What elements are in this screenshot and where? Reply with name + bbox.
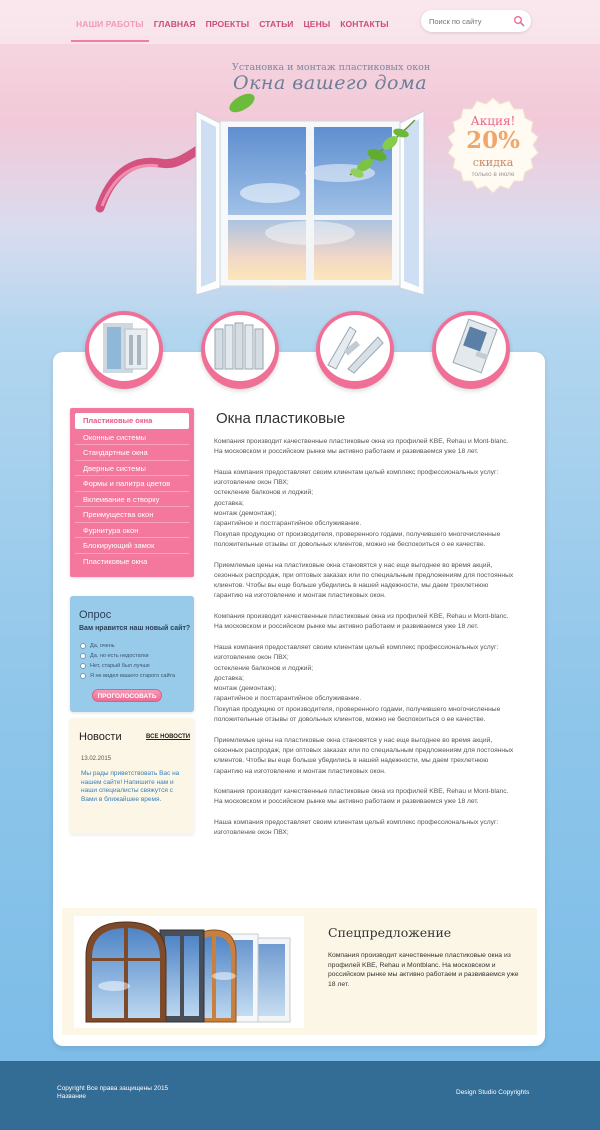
poll-option-4[interactable] <box>80 673 175 679</box>
promo-label: Акция! <box>470 114 516 128</box>
nav-item-prices[interactable]: ЦЕНЫ <box>303 19 331 29</box>
poll-question: Вам нравится наш новый сайт? <box>79 625 191 632</box>
poll-option-label: Да, но есть недостатки <box>90 653 149 659</box>
category-window-sections[interactable] <box>201 311 279 389</box>
poll-option-label: Я не видел вашего старого сайта <box>90 673 176 679</box>
menu-item-advantages[interactable]: Преимущества окон <box>75 507 189 523</box>
menu-item-plastic-windows[interactable]: Пластиковые окна <box>75 413 189 429</box>
content-paragraph: Компания производит качественные пластиковые окна из профилей KBE, Rehau и Mont-blanc. На московском и российском рынке мы активно работаем и развиваемся уже 18 лет. <box>214 613 509 631</box>
radio-button[interactable] <box>80 673 86 679</box>
content-paragraph: Наша компания предоставляет своим клиентам целый комплекс профессиональных услуг: изготовление окон ПВХ; остекление балконов и лоджий; доставка; монтаж (демонтаж); гарантийное и постгарантийное обслуживание. Покупая продукцию от производителя, проверенного годами, получившего многочисленные положительные отзывы от довольных клиентов, можно не беспокоиться о ее качестве. <box>214 643 501 724</box>
nav-item-contacts[interactable]: КОНТАКТЫ <box>340 19 389 29</box>
poll-title: Опрос <box>79 609 112 621</box>
offer-text: Компания производит качественные пластиковые окна из профилей KBE, Rehau и Montblanc. На московском и российском рынке мы активно работаем и развиваемся уже 18 лет. <box>328 952 519 989</box>
all-news-link[interactable]: ВСЕ НОВОСТИ <box>146 734 191 740</box>
branch-leaves-icon <box>345 115 420 185</box>
news-date: 13.02.2015 <box>81 756 112 762</box>
radio-button[interactable] <box>80 653 86 659</box>
nav-item-home[interactable]: ГЛАВНАЯ <box>153 19 196 29</box>
radio-button[interactable] <box>80 663 86 669</box>
promo-word: скидка <box>472 156 514 169</box>
special-offer <box>62 908 537 1035</box>
main-nav <box>71 0 394 42</box>
menu-item-plastic-windows-2[interactable]: Пластиковые окна <box>83 556 148 566</box>
content-paragraph: Приемлемые цены на пластиковые окна становятся у нас еще выгоднее во время акций, сезонных распродаж, при оптовых заказах или по специальным предложениям для постоянных клиентов. Чтобы вы еще больше убедились в нашей надежности, мы даем трехлетнюю гарантию на изготовление и монтаж пластиковых окон. <box>214 736 514 775</box>
windows-collection-image <box>74 916 304 1028</box>
menu-item-fittings[interactable]: Фурнитура окон <box>75 523 189 539</box>
menu-item-door-systems[interactable]: Дверные системы <box>75 461 189 477</box>
side-menu <box>70 408 194 577</box>
content-paragraph: Компания производит качественные пластиковые окна из профилей KBE, Rehau и Mont-blanc. На московском и российском рынке мы активно работаем и развиваемся уже 18 лет. <box>214 788 509 806</box>
footer <box>0 1061 600 1130</box>
news-title: Новости <box>79 731 122 743</box>
search-icon[interactable] <box>513 15 525 27</box>
category-window-hardware[interactable] <box>432 311 510 389</box>
menu-item-sash-gluing[interactable]: Вклеивание в створку <box>75 492 189 508</box>
menu-item-forms-colors[interactable]: Формы и палитра цветов <box>75 476 189 492</box>
category-window-profile[interactable] <box>85 311 163 389</box>
vote-button[interactable]: ПРОГОЛОСОВАТЬ <box>92 689 162 702</box>
footer-studio[interactable]: Design Studio Copyrights <box>456 1089 530 1096</box>
content-paragraph: Компания производит качественные пластиковые окна из профилей KBE, Rehau и Mont-blanc. На московском и российском рынке мы активно работаем и развиваемся уже 18 лет. <box>214 438 509 456</box>
content-paragraph: Наша компания предоставляет своим клиентам целый комплекс профессиональных услуг: изготовление окон ПВХ; <box>214 818 499 837</box>
menu-item-standard-windows[interactable]: Стандартные окна <box>75 445 189 461</box>
offer-image <box>74 916 304 1028</box>
window-frame-icon <box>320 315 390 381</box>
poll-widget <box>70 596 194 712</box>
offer-title: Спецпредложение <box>328 925 452 940</box>
hero-title: Окна вашего дома <box>233 72 428 94</box>
page-title: Окна пластиковые <box>216 410 346 427</box>
nav-item-our-works[interactable]: НАШИ РАБОТЫ <box>71 0 149 42</box>
category-window-frame[interactable] <box>316 311 394 389</box>
radio-button[interactable] <box>80 643 86 649</box>
poll-option-label: Нет, старый был лучше <box>90 663 150 669</box>
search-box <box>421 10 531 32</box>
poll-option-1[interactable] <box>80 643 115 649</box>
hero-subtitle: Установка и монтаж пластиковых окон <box>232 62 431 73</box>
menu-item-window-systems[interactable]: Оконные системы <box>75 430 189 446</box>
menu-item-lock[interactable]: Блокирующий замок <box>75 538 189 554</box>
poll-option-label: Да, очень <box>90 643 115 649</box>
ribbon-decoration <box>90 138 200 218</box>
search-input[interactable] <box>429 15 514 27</box>
content-body <box>214 437 516 849</box>
poll-option-2[interactable] <box>80 653 149 659</box>
nav-item-projects[interactable]: ПРОЕКТЫ <box>205 19 250 29</box>
promo-note: только в июле <box>471 171 515 178</box>
news-item-link[interactable]: Мы рады приветствовать Вас на нашем сайте! Напишите нам и наши специалисты свяжутся с Вами в ближайшее время. <box>81 770 180 803</box>
content-paragraph: Приемлемые цены на пластиковые окна становятся у нас еще выгоднее во время акций, сезонных распродаж, при оптовых заказах или по специальным предложениям для постоянных клиентов. Чтобы вы еще больше убедились в нашей надежности, мы даем трехлетнюю гарантию на изготовление и монтаж пластиковых окон. <box>214 561 514 600</box>
footer-copyright: Copyright Все права защищены 2015 Название <box>57 1085 169 1100</box>
promo-percent: 20% <box>466 127 520 154</box>
nav-item-articles[interactable]: СТАТЬИ <box>259 19 294 29</box>
poll-option-3[interactable] <box>80 663 150 669</box>
content-paragraph: Наша компания предоставляет своим клиентам целый комплекс профессиональных услуг: изготовление окон ПВХ; остекление балконов и лоджий; доставка; монтаж (демонтаж); гарантийное и постгарантийное обслуживание. Покупая продукцию от производителя, проверенного годами, получившего многочисленные положительные отзывы от довольных клиентов, можно не беспокоиться о ее качестве. <box>214 468 501 548</box>
window-hardware-icon <box>436 315 506 381</box>
window-profile-icon <box>89 315 159 381</box>
window-sections-icon <box>205 315 275 381</box>
news-widget <box>70 718 194 834</box>
